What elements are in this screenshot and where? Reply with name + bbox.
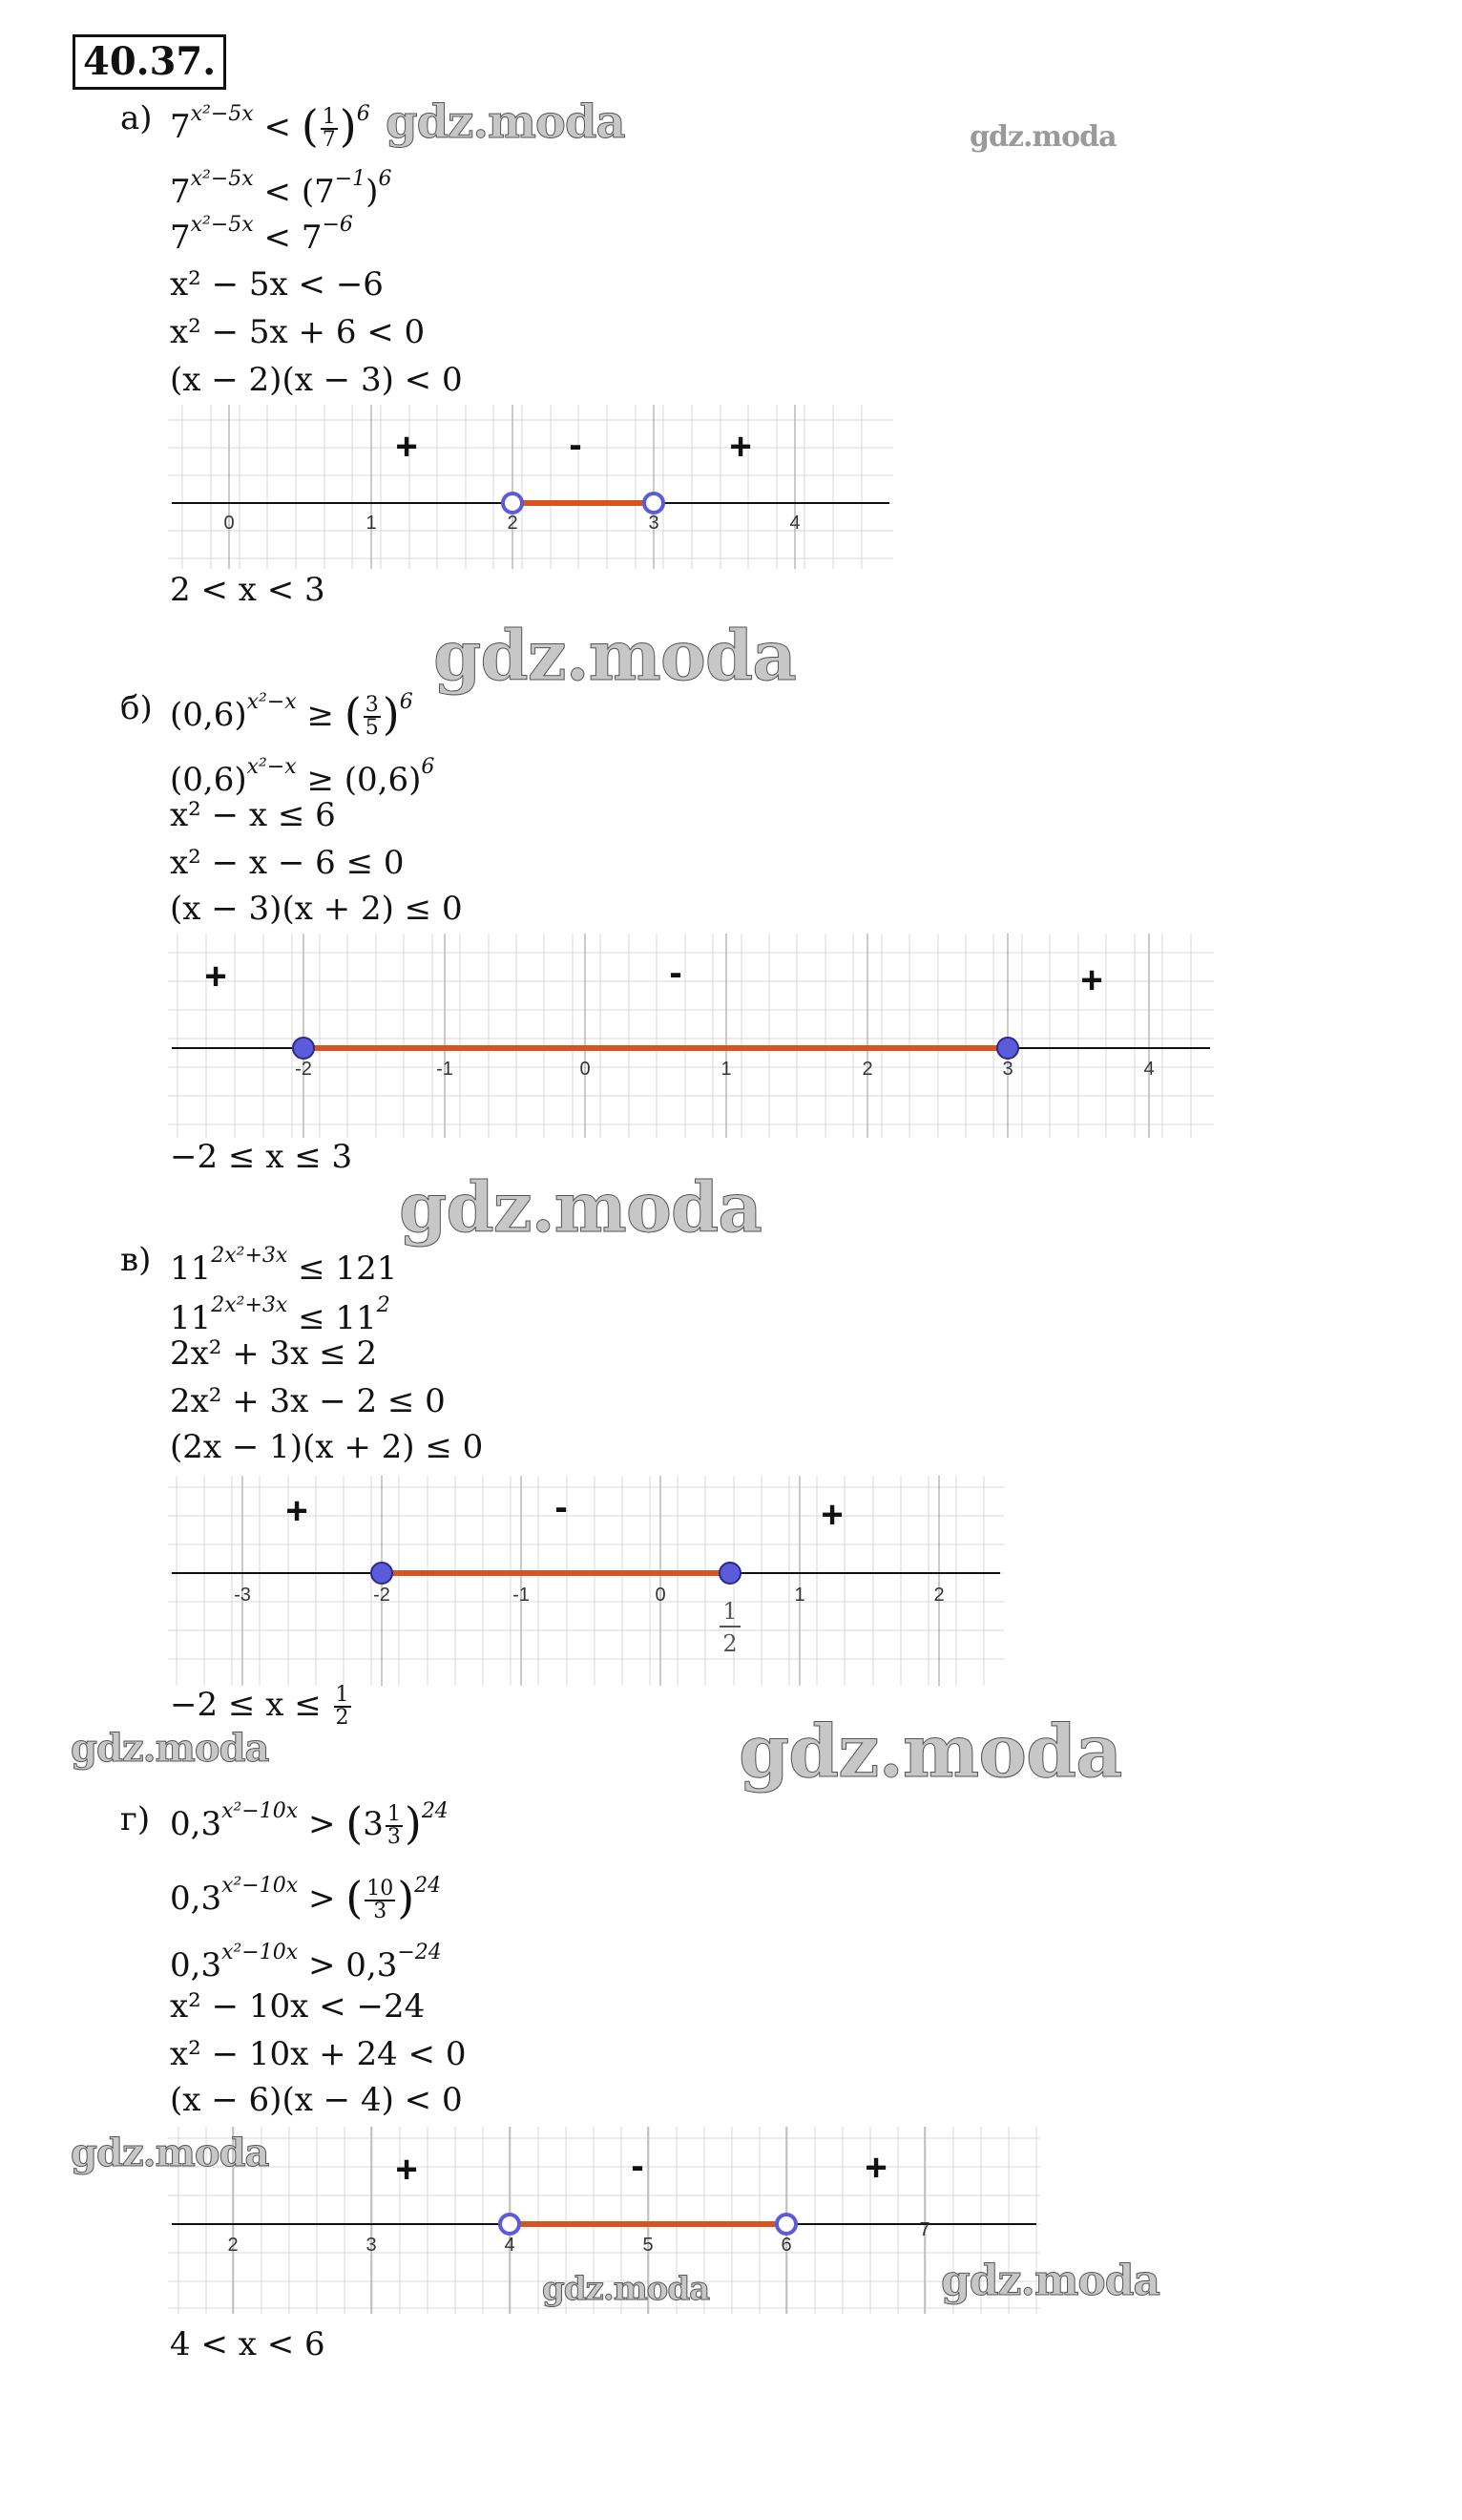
- half-label-denominator: 2: [722, 1630, 738, 1657]
- tick-label: 1: [721, 1059, 732, 1080]
- part-b-line-1: $(0,6)^{x^2-x}$ ≥ ( $\frac{3}{5}$ )$^6$: [170, 688, 413, 740]
- sign-minus: -: [631, 2145, 644, 2187]
- sign-plus: +: [204, 956, 227, 998]
- part-a-line-3: $7^{x^2-5x} < 7^{-6}$: [170, 213, 353, 257]
- tick-label: 3: [648, 513, 659, 534]
- tick-label: 0: [655, 1585, 666, 1606]
- part-g-line-2: $0,3^{x^2-10x}$ > ( $\frac{10}{3}$ )$^{24}$: [170, 1872, 442, 1923]
- tick-label: 7: [919, 2219, 930, 2240]
- sign-plus: +: [395, 2149, 418, 2191]
- half-label-numerator: 1: [722, 1598, 738, 1625]
- watermark: gdz.moda: [386, 95, 625, 149]
- open-point-3: [644, 494, 663, 513]
- watermark: gdz.moda: [542, 2270, 710, 2308]
- part-a-answer: 2 < x < 3: [170, 571, 325, 609]
- closed-point-minus-2: [293, 1038, 314, 1059]
- tick-label: 5: [642, 2235, 654, 2256]
- closed-point-one-half: [720, 1563, 741, 1584]
- part-b-line-5: (x − 3)(x + 2) ≤ 0: [170, 890, 463, 928]
- tick-label: 2: [933, 1585, 945, 1606]
- part-v-number-line: [168, 1476, 1004, 1686]
- part-v-line-2: $11^{2x^2+3x} \le 11^2$: [170, 1293, 390, 1337]
- part-v-label: в): [120, 1241, 152, 1279]
- tick-label: 0: [579, 1059, 591, 1080]
- part-a-number-line: [168, 405, 893, 569]
- tick-label: 1: [366, 513, 377, 534]
- tick-label: 4: [504, 2235, 515, 2256]
- sign-minus: -: [554, 1486, 568, 1528]
- part-v-line-1: $11^{2x^2+3x} \le 121$: [170, 1244, 398, 1288]
- part-a-label: а): [120, 99, 153, 137]
- part-v-line-4: 2x² + 3x − 2 ≤ 0: [170, 1382, 446, 1420]
- part-a-line-1: $7^{x^2-5x}$ < ( $\frac{1}{7}$ )$^6$: [170, 100, 370, 152]
- part-g-line-6: (x − 6)(x − 4) < 0: [170, 2081, 463, 2119]
- tick-label: 1: [794, 1585, 805, 1606]
- tick-label: -1: [512, 1585, 530, 1606]
- part-b-line-4: x² − x − 6 ≤ 0: [170, 844, 405, 882]
- watermark: gdz.moda: [941, 2257, 1160, 2305]
- tick-label: 0: [223, 513, 235, 534]
- tick-label: 3: [366, 2235, 377, 2256]
- closed-point-3: [997, 1038, 1018, 1059]
- part-b-label: б): [120, 689, 153, 727]
- watermark: gdz.moda: [71, 1726, 269, 1771]
- part-v-line-5: (2x − 1)(x + 2) ≤ 0: [170, 1428, 484, 1466]
- tick-label: -1: [436, 1059, 453, 1080]
- part-g-answer: 4 < x < 6: [170, 2325, 325, 2363]
- part-a-line-2: $7^{x^2-5x} < (7^{-1})^6$: [170, 167, 392, 211]
- part-g-label: г): [120, 1800, 151, 1838]
- watermark: gdz.moda: [71, 2131, 269, 2175]
- tick-label: -2: [295, 1059, 312, 1080]
- watermark: gdz.moda: [399, 1166, 762, 1248]
- part-v-answer: −2 ≤ x ≤ $\frac{1}{2}$: [170, 1683, 349, 1730]
- open-point-2: [503, 494, 522, 513]
- watermark: gdz.moda: [739, 1709, 1122, 1794]
- tick-label: 3: [1002, 1059, 1013, 1080]
- open-point-6: [777, 2215, 796, 2234]
- part-b-line-2: $(0,6)^{x^2-x} \ge (0,6)^6$: [170, 755, 435, 799]
- sign-plus: +: [821, 1494, 844, 1536]
- problem-number: 40.37.: [73, 34, 226, 90]
- part-g-line-4: x² − 10x < −24: [170, 1987, 426, 2026]
- tick-label: 6: [781, 2235, 792, 2256]
- tick-label: -2: [373, 1585, 390, 1606]
- sign-plus: +: [395, 426, 418, 468]
- sign-plus: +: [865, 2147, 888, 2189]
- tick-label: 4: [1143, 1059, 1155, 1080]
- tick-label: 2: [507, 513, 518, 534]
- closed-point-minus-2: [371, 1563, 392, 1584]
- part-a-line-5: x² − 5x + 6 < 0: [170, 313, 426, 351]
- tick-label: 2: [862, 1059, 873, 1080]
- part-a-line-4: x² − 5x < −6: [170, 265, 384, 304]
- grid: [168, 405, 893, 569]
- open-point-4: [500, 2215, 519, 2234]
- sign-plus: +: [1080, 959, 1103, 1001]
- part-g-line-3: $0,3^{x^2-10x} > 0,3^{-24}$: [170, 1941, 442, 1984]
- part-v-line-3: 2x² + 3x ≤ 2: [170, 1334, 378, 1373]
- sign-plus: +: [729, 426, 752, 468]
- sign-minus: -: [669, 952, 682, 994]
- tick-label: -3: [234, 1585, 251, 1606]
- watermark: gdz.moda: [970, 120, 1117, 154]
- part-g-line-1: $0,3^{x^2-10x} > (3$ $\frac{1}{3}$ )$^{24}$: [170, 1797, 449, 1849]
- part-a-line-6: (x − 2)(x − 3) < 0: [170, 361, 463, 399]
- sign-minus: -: [569, 424, 582, 466]
- tick-label: 2: [227, 2235, 239, 2256]
- sign-plus: +: [285, 1490, 308, 1532]
- part-g-line-5: x² − 10x + 24 < 0: [170, 2035, 467, 2073]
- tick-label: 4: [789, 513, 801, 534]
- part-b-answer: −2 ≤ x ≤ 3: [170, 1138, 353, 1176]
- watermark: gdz.moda: [433, 615, 796, 696]
- part-b-line-3: x² − x ≤ 6: [170, 796, 336, 834]
- part-b-number-line: [168, 934, 1214, 1138]
